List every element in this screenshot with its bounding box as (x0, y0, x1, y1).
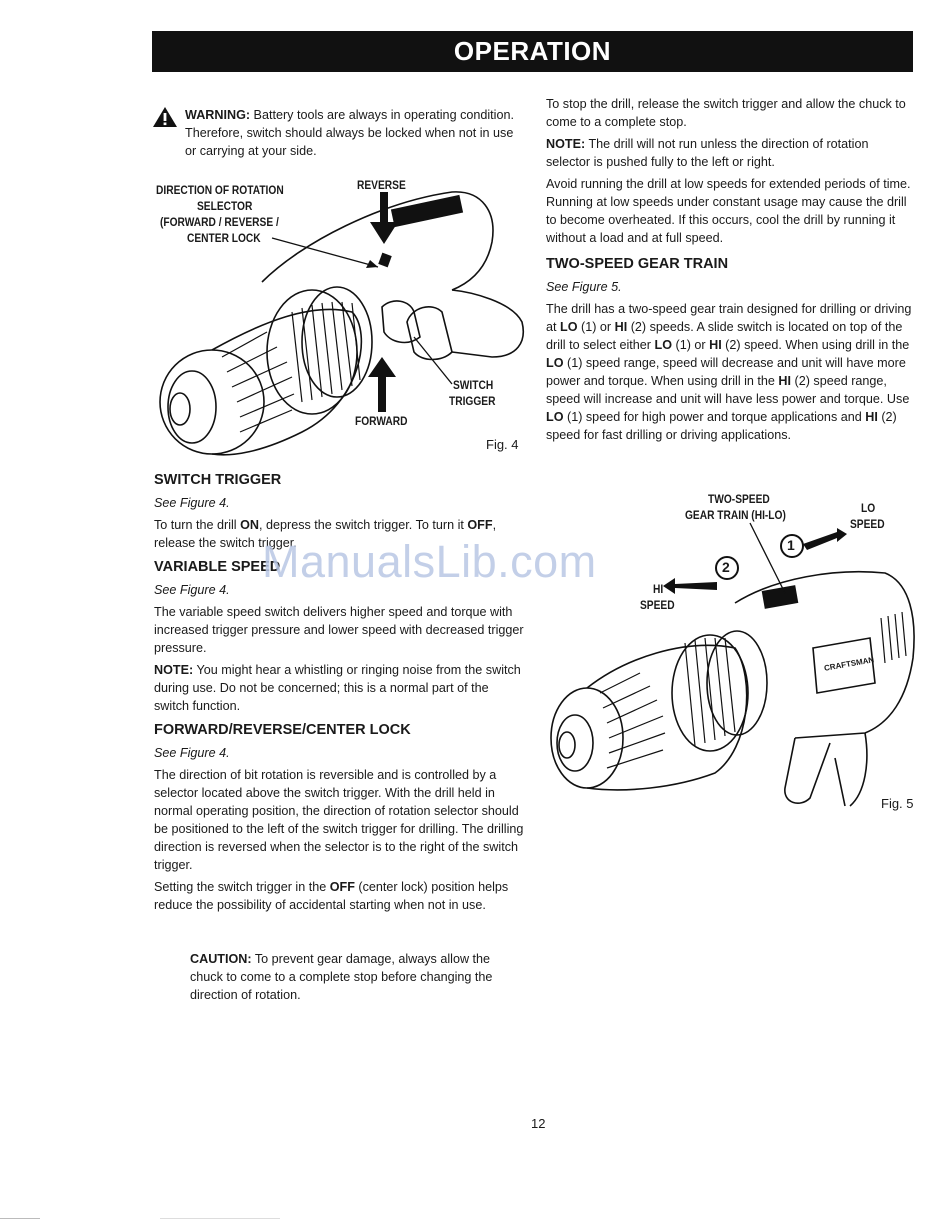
switch-trigger-text: To turn the drill ON, depress the switch trigger. To turn it OFF, release the switch trigger. (154, 518, 497, 550)
label-gear-train: GEAR TRAIN (HI-LO) (685, 508, 786, 522)
forward-reverse-heading: FORWARD/REVERSE/CENTER LOCK (154, 722, 411, 738)
label-direction-of-rotation: DIRECTION OF ROTATION (156, 183, 284, 197)
label-selector: SELECTOR (197, 199, 253, 213)
page-header: OPERATION (152, 31, 913, 72)
two-speed-see: See Figure 5. (546, 280, 622, 294)
warning-triangle-icon (152, 106, 178, 128)
caution-block: CAUTION: To prevent gear damage, always allow the chuck to come to a complete stop before changing the direction of rotation. (190, 952, 493, 1002)
figure-5 (545, 488, 925, 818)
label-trigger: TRIGGER (449, 394, 496, 408)
forward-reverse-see: See Figure 4. (154, 746, 230, 760)
label-forward-reverse: (FORWARD / REVERSE / (160, 215, 279, 229)
stop-drill-text: To stop the drill, release the switch trigger and allow the chuck to come to a complete stop. (546, 97, 906, 129)
label-center-lock: CENTER LOCK (187, 231, 261, 245)
forward-reverse-text: The direction of bit rotation is reversible and is controlled by a selector located above the switch trigger. With the drill held in normal operating position, the direction of rotation selector should be positioned to the left of the switch trigger for drilling. The drilling direction is reversed when the selector is to the right of the switch trigger. (154, 768, 524, 872)
figure-5-caption: Fig. 5 (881, 796, 914, 811)
warning-text: WARNING: Battery tools are always in operating condition. Therefore, switch should always be locked when not in use or carrying at your side. (185, 108, 514, 158)
label-num-1: 1 (787, 537, 795, 553)
figure-4 (152, 172, 532, 462)
watermark: ManualsLib.com (262, 536, 597, 587)
variable-speed-see: See Figure 4. (154, 583, 230, 597)
variable-speed-heading: VARIABLE SPEED (154, 559, 281, 575)
variable-speed-note: NOTE: You might hear a whistling or ringing noise from the switch during use. Do not be concerned; this is a normal part of the switch function. (154, 663, 521, 713)
label-hi: HI (653, 582, 664, 596)
label-two-speed: TWO-SPEED (708, 492, 770, 506)
label-brand: CRAFTSMAN (823, 655, 875, 673)
label-num-2: 2 (722, 559, 730, 575)
label-switch: SWITCH (453, 378, 494, 392)
scan-artifact (160, 1218, 280, 1219)
right-column (546, 95, 916, 448)
label-hi-speed: SPEED (640, 598, 675, 612)
two-speed-text: The drill has a two-speed gear train designed for drilling or driving at LO (1) or HI (2) speeds. A slide switch is located on top of the drill to select either LO (1) or HI (2) speed. When using drill in the LO (1) speed range, speed will decrease and unit will have more power and torque. When using drill in the HI (2) speed range, speed will increase and unit will have less power and torque. Use LO (1) speed for high power and torque applications and HI (2) speed for fast drilling or driving applications. (546, 302, 912, 442)
figure-4-caption: Fig. 4 (486, 437, 519, 452)
warning-block (152, 106, 527, 160)
two-speed-heading: TWO-SPEED GEAR TRAIN (546, 256, 729, 272)
scan-artifact (0, 1218, 40, 1219)
forward-reverse-off-text: Setting the switch trigger in the OFF (center lock) position helps reduce the possibility of accidental starting when not in use. (154, 880, 509, 912)
label-reverse: REVERSE (357, 178, 406, 192)
switch-trigger-heading: SWITCH TRIGGER (154, 472, 282, 488)
low-speed-text: Avoid running the drill at low speeds for extended periods of time. Running at low speeds under constant usage may cause the drill to become overheated. If this occurs, cool the drill by running it without a load and at full speed. (546, 177, 911, 245)
variable-speed-text: The variable speed switch delivers higher speed and torque with increased trigger pressure and lower speed with decreased trigger pressure. (154, 605, 524, 655)
label-forward: FORWARD (355, 414, 408, 428)
page-number: 12 (531, 1116, 546, 1131)
label-lo-speed: SPEED (850, 517, 885, 531)
switch-trigger-see: See Figure 4. (154, 496, 230, 510)
label-lo: LO (861, 501, 876, 515)
direction-note: NOTE: The drill will not run unless the direction of rotation selector is pushed fully to the left or right. (546, 137, 869, 169)
